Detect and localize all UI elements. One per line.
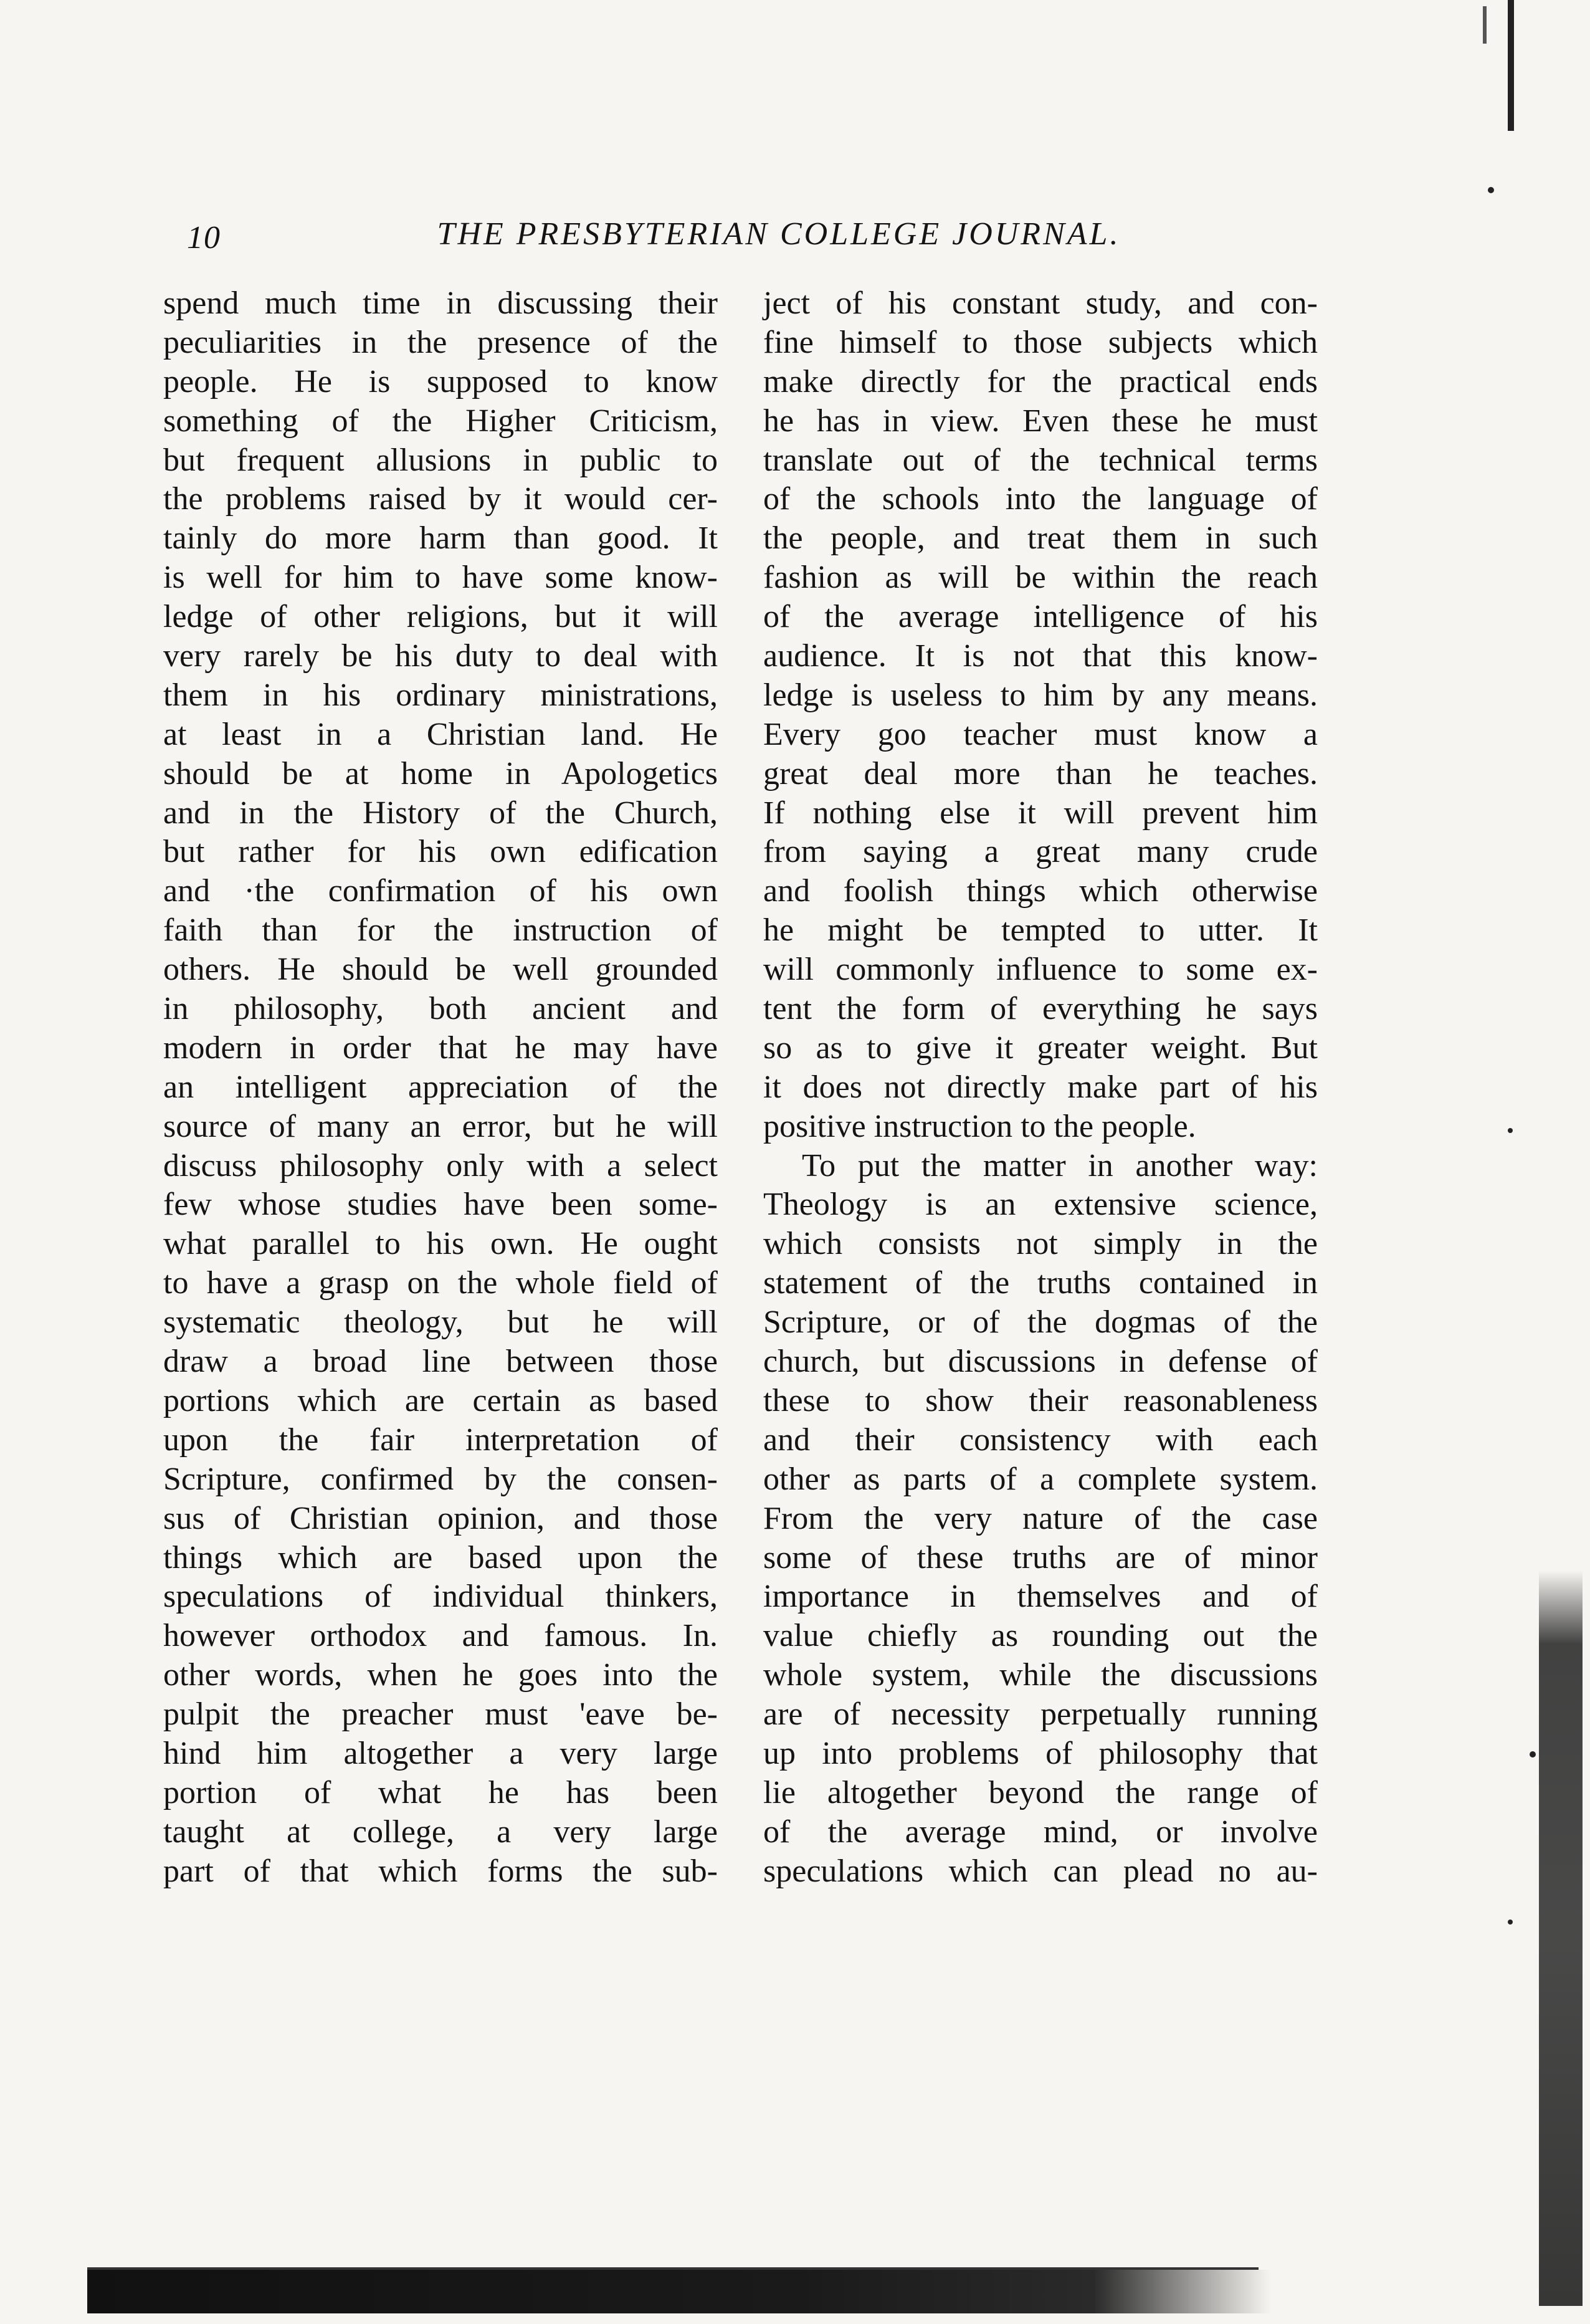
text-line: people. He is supposed to know (163, 363, 718, 399)
text-line: Scripture, confirmed by the consen- (163, 1461, 718, 1497)
text-line: an intelligent appreciation of the (163, 1069, 718, 1105)
text-line: portions which are certain as based (163, 1382, 718, 1418)
text-line: will commonly influence to some ex- (763, 952, 1318, 988)
text-line: of the average mind, or involve (763, 1814, 1318, 1850)
scan-artifact-speck (1488, 187, 1494, 193)
scan-artifact-edge (1539, 1571, 1583, 2306)
text-line: some of these truths are of minor (763, 1539, 1318, 1576)
text-line: and ·the confirmation of his own (163, 873, 718, 909)
text-line: draw a broad line between those (163, 1344, 718, 1380)
text-line: it does not directly make part of his (763, 1069, 1318, 1105)
text-line: however orthodox and famous. In. (163, 1618, 718, 1654)
text-column-left (163, 284, 718, 1891)
text-line: these to show their reasonableness (763, 1382, 1318, 1418)
text-line: something of the Higher Criticism, (163, 403, 718, 439)
text-line: Scripture, or of the dogmas of the (763, 1304, 1318, 1341)
text-line: fashion as will be within the reach (763, 560, 1318, 596)
text-line: what parallel to his own. He ought (163, 1226, 718, 1262)
text-column-right (763, 284, 1318, 1891)
text-line: positive instruction to the people. (763, 1108, 1196, 1144)
text-line: importance in themselves and of (763, 1579, 1318, 1615)
text-line: church, but discussions in defense of (763, 1344, 1318, 1380)
text-line: peculiarities in the presence of the (163, 324, 718, 360)
text-line: value chiefly as rounding out the (763, 1618, 1318, 1654)
text-line: the people, and treat them in such (763, 520, 1318, 557)
text-line: in philosophy, both ancient and (163, 991, 718, 1027)
text-line: and in the History of the Church, (163, 795, 718, 831)
text-line: ledge is useless to him by any means. (763, 677, 1318, 713)
text-line: systematic theology, but he will (163, 1304, 718, 1341)
text-line: taught at college, a very large (163, 1814, 718, 1850)
text-line: From the very nature of the case (763, 1500, 1318, 1536)
page-number: 10 (187, 220, 221, 256)
text-line: tainly do more harm than good. It (163, 520, 718, 557)
text-line: and foolish things which otherwise (763, 873, 1318, 909)
text-line: discuss philosophy only with a select (163, 1147, 718, 1184)
text-line: great deal more than he teaches. (763, 755, 1318, 791)
text-line: very rarely be his duty to deal with (163, 638, 718, 674)
text-line: at least in a Christian land. He (163, 716, 718, 752)
text-line: of the average intelligence of his (763, 599, 1318, 635)
text-line: modern in order that he may have (163, 1030, 718, 1066)
text-line: whole system, while the discussions (763, 1657, 1318, 1693)
text-line: part of that which forms the sub- (163, 1853, 718, 1889)
text-line: which consists not simply in the (763, 1226, 1318, 1262)
scan-artifact-mark (1508, 0, 1514, 131)
text-line: them in his ordinary ministrations, (163, 677, 718, 713)
text-line: to have a grasp on the whole field of (163, 1265, 718, 1301)
text-line: he has in view. Even these he must (763, 403, 1318, 439)
text-line: fine himself to those subjects which (763, 324, 1318, 360)
text-line: things which are based upon the (163, 1539, 718, 1576)
text-line: but rather for his own edification (163, 834, 718, 870)
text-line: he might be tempted to utter. It (763, 912, 1318, 949)
text-line: few whose studies have been some- (163, 1187, 718, 1223)
text-line: faith than for the instruction of (163, 912, 718, 949)
text-line: and their consistency with each (763, 1422, 1318, 1458)
text-line: of the schools into the language of (763, 481, 1318, 517)
text-line: make directly for the practical ends (763, 363, 1318, 399)
text-line: other words, when he goes into the (163, 1657, 718, 1693)
scan-artifact-speck (1530, 1751, 1536, 1757)
text-line: ject of his constant study, and con- (763, 285, 1318, 321)
text-line: translate out of the technical terms (763, 442, 1318, 478)
text-line: statement of the truths contained in (763, 1265, 1318, 1301)
text-line: speculations of individual thinkers, (163, 1579, 718, 1615)
text-line: Theology is an extensive science, (763, 1187, 1318, 1223)
text-line: sus of Christian opinion, and those (163, 1500, 718, 1536)
scan-artifact-mark (1483, 6, 1487, 44)
text-line: If nothing else it will prevent him (763, 795, 1318, 831)
text-line: are of necessity perpetually running (763, 1696, 1318, 1733)
text-line: lie altogether beyond the range of (763, 1774, 1318, 1810)
text-line: To put the matter in another way: (802, 1147, 1318, 1184)
text-line: up into problems of philosophy that (763, 1735, 1318, 1771)
text-line: speculations which can plead no au- (763, 1853, 1318, 1889)
text-line: hind him altogether a very large (163, 1735, 718, 1771)
text-line: other as parts of a complete system. (763, 1461, 1318, 1497)
text-line: Every goo teacher must know a (763, 716, 1318, 752)
text-line: spend much time in discussing their (163, 285, 718, 321)
text-line: upon the fair interpretation of (163, 1422, 718, 1458)
text-line: ledge of other religions, but it will (163, 599, 718, 635)
text-line: from saying a great many crude (763, 834, 1318, 870)
text-line: the problems raised by it would cer- (163, 481, 718, 517)
text-line: others. He should be well grounded (163, 952, 718, 988)
text-line: so as to give it greater weight. But (763, 1030, 1318, 1066)
running-head: THE PRESBYTERIAN COLLEGE JOURNAL. (437, 216, 1121, 252)
text-line: should be at home in Apologetics (163, 755, 718, 791)
scan-artifact-speck (1508, 1920, 1513, 1925)
scan-artifact-edge (87, 2270, 1271, 2313)
text-line: audience. It is not that this know- (763, 638, 1318, 674)
text-line: source of many an error, but he will (163, 1108, 718, 1144)
text-line: pulpit the preacher must 'eave be- (163, 1696, 718, 1733)
text-line: but frequent allusions in public to (163, 442, 718, 478)
text-line: tent the form of everything he says (763, 991, 1318, 1027)
text-line: is well for him to have some know- (163, 560, 718, 596)
text-line: portion of what he has been (163, 1774, 718, 1810)
scan-artifact-speck (1508, 1128, 1513, 1133)
